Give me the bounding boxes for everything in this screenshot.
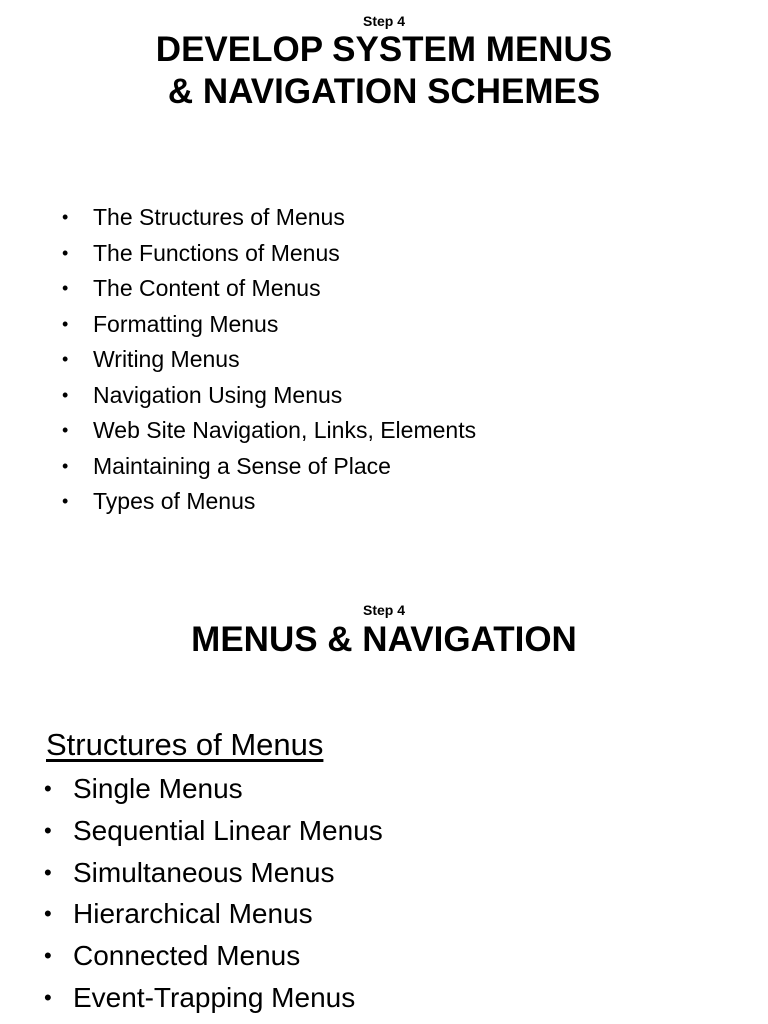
list-item (44, 852, 383, 894)
list-item (62, 236, 476, 272)
step-label: Step 4 (362, 13, 405, 29)
list-item-text: Navigation Using Menus (93, 381, 343, 408)
list-item-text: Hierarchical Menus (73, 898, 313, 930)
slide-title (0, 29, 768, 113)
list-item (62, 307, 476, 343)
list-item (44, 935, 383, 977)
bullet-icon: • (44, 776, 52, 801)
list-item-text: Web Site Navigation, Links, Elements (93, 417, 477, 443)
bullet-icon: • (44, 901, 52, 927)
bullet-icon: • (62, 242, 69, 263)
list-item (62, 484, 476, 520)
bullet-icon: • (62, 313, 69, 334)
slide-2 (0, 590, 768, 1024)
list-item (62, 449, 476, 485)
list-item (44, 893, 383, 935)
bullet-icon: • (44, 943, 52, 969)
list-item-text: The Content of Menus (93, 275, 321, 301)
list-item (62, 342, 476, 378)
list-item-text: Types of Menus (93, 488, 256, 514)
list-item (62, 200, 476, 236)
step-label: Step 4 (362, 602, 405, 618)
list-item (44, 768, 383, 810)
slide-title (0, 619, 768, 661)
bullet-icon: • (44, 859, 52, 885)
list-item-text: The Functions of Menus (93, 239, 340, 266)
list-item (62, 378, 476, 414)
structure-list (44, 768, 383, 1019)
list-item-text: Event-Trapping Menus (73, 981, 356, 1013)
bullet-icon: • (62, 349, 69, 369)
title-line-1: DEVELOP SYSTEM MENUS (155, 30, 613, 69)
topic-list (62, 200, 476, 520)
list-item-text: Connected Menus (73, 940, 301, 972)
list-item (62, 271, 476, 307)
list-item-text: Sequential Linear Menus (73, 814, 383, 846)
list-item (44, 810, 383, 852)
list-item (44, 977, 383, 1019)
bullet-icon: • (44, 817, 52, 843)
list-item-text: Maintaining a Sense of Place (93, 452, 391, 479)
section-heading: Structures of Menus (46, 727, 324, 762)
bullet-icon: • (62, 278, 69, 298)
list-item (62, 413, 476, 449)
bullet-icon: • (62, 420, 69, 440)
bullet-icon: • (62, 384, 69, 405)
list-item-text: Simultaneous Menus (73, 856, 335, 888)
bullet-icon: • (62, 491, 69, 511)
bullet-icon: • (62, 207, 69, 227)
list-item-text: Writing Menus (93, 346, 240, 372)
bullet-icon: • (44, 984, 52, 1010)
list-item-text: Single Menus (73, 773, 243, 804)
list-item-text: Formatting Menus (93, 310, 279, 337)
list-item-text: The Structures of Menus (93, 204, 345, 230)
title-line-2: & NAVIGATION SCHEMES (167, 72, 601, 111)
bullet-icon: • (62, 455, 69, 476)
title-line-1: MENUS & NAVIGATION (191, 620, 577, 659)
